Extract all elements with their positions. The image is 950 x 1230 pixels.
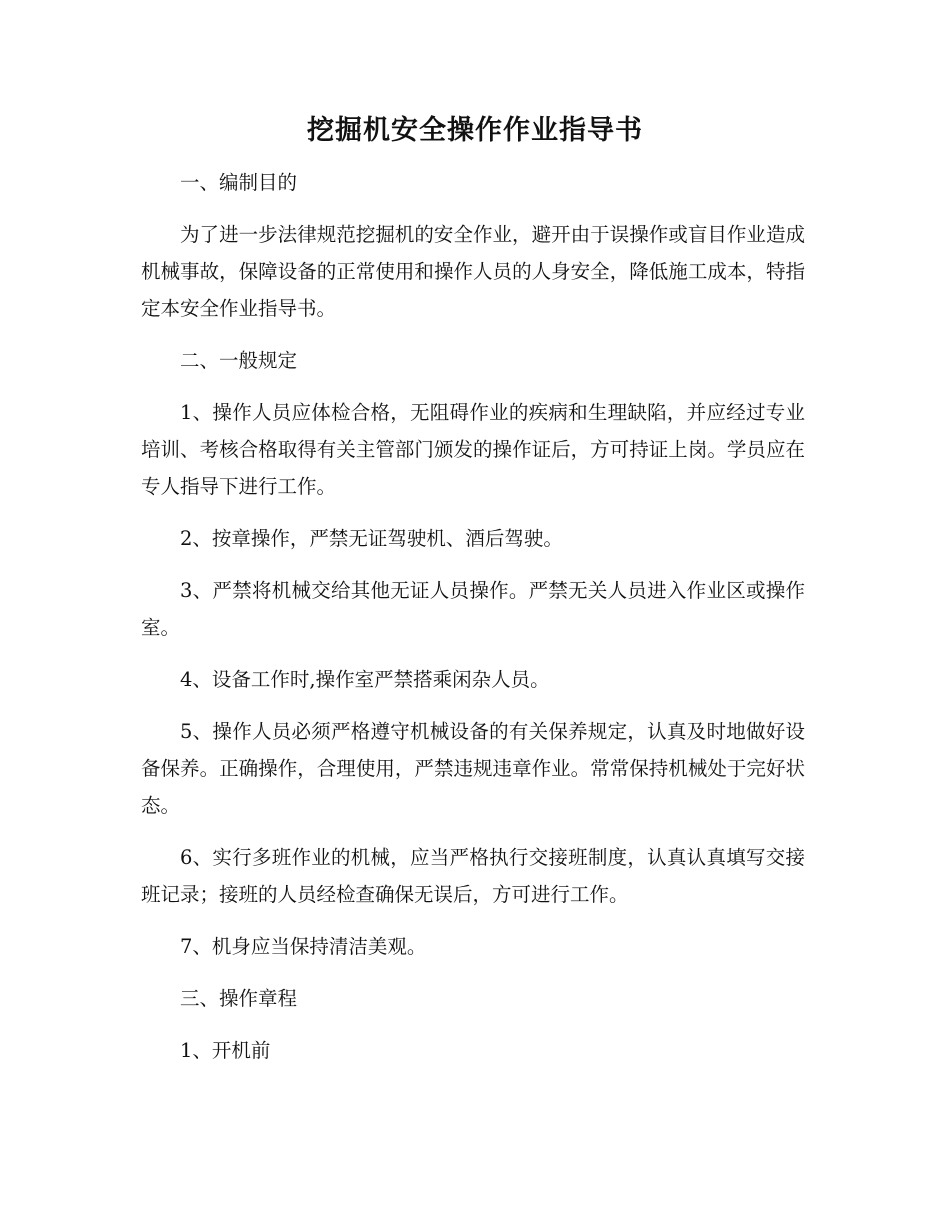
paragraph-purpose: 为了进一步法律规范挖掘机的安全作业，避开由于误操作或盲目作业造成机械事故，保障设备的正常使用和操作人员的人身安全，降低施工成本，特指定本安全作业指导书。: [141, 223, 805, 320]
section-heading-purpose: 一、编制目的: [180, 171, 298, 194]
rule-item-4: 4、设备工作时,操作室严禁搭乘闲杂人员。: [180, 668, 550, 691]
rule-item-1: 1、操作人员应体检合格，无阻碍作业的疾病和生理缺陷，并应经过专业培训、考核合格取得有关主管部门颁发的操作证后，方可持证上岗。学员应在专人指导下进行工作。: [141, 401, 805, 498]
rule-item-5: 5、操作人员必须严格遵守机械设备的有关保养规定，认真及时地做好设备保养。正确操作，合理使用，严禁违规违章作业。常常保持机械处于完好状态。: [141, 720, 805, 817]
rule-item-7: 7、机身应当保持清洁美观。: [180, 935, 427, 958]
section-heading-general-rules: 二、一般规定: [180, 349, 298, 372]
rule-item-6: 6、实行多班作业的机械，应当严格执行交接班制度，认真认真填写交接班记录；接班的人员经检查确保无误后，方可进行工作。: [141, 846, 805, 906]
section-heading-operating-procedures: 三、操作章程: [180, 987, 298, 1010]
rule-item-2: 2、按章操作，严禁无证驾驶机、酒后驾驶。: [180, 527, 563, 550]
rule-item-3: 3、严禁将机械交给其他无证人员操作。严禁无关人员进入作业区或操作室。: [141, 579, 805, 639]
procedure-item-before-startup: 1、开机前: [180, 1039, 271, 1062]
document-body: [141, 164, 805, 1084]
document-title: 挖掘机安全操作作业指导书: [307, 115, 643, 146]
